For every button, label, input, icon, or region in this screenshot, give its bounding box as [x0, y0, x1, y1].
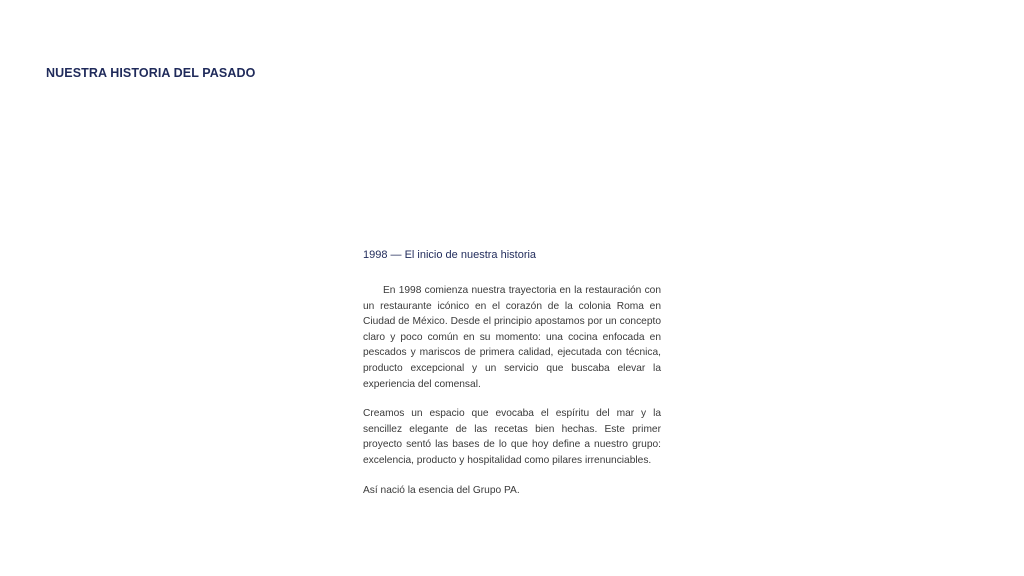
story-paragraph-3: Así nació la esencia del Grupo PA.: [363, 484, 520, 496]
story-paragraph-1: En 1998 comienza nuestra trayectoria en la restauración con un restaurante icónico en el corazón de la colonia Roma en Ciudad de México. Desde el principio apostamos por un concepto claro y poco común en su momento: una cocina enfocada en pescados y mariscos de primera calidad, ejecutada con técnica, producto excepcional y un servicio que buscaba elevar la experiencia del comensal.: [363, 285, 661, 390]
page-title: NUESTRA HISTORIA DEL PASADO: [46, 66, 256, 80]
story-paragraph-2: Creamos un espacio que evocaba el espíritu del mar y la sencillez elegante de las recetas bien hechas. Este primer proyecto sentó las bases de lo que hoy define a nuestro grupo: excelencia, producto y hospitalidad como pilares irrenunciables.: [363, 408, 661, 466]
story-heading: 1998 — El inicio de nuestra historia: [363, 249, 537, 261]
story-section: [363, 248, 661, 512]
